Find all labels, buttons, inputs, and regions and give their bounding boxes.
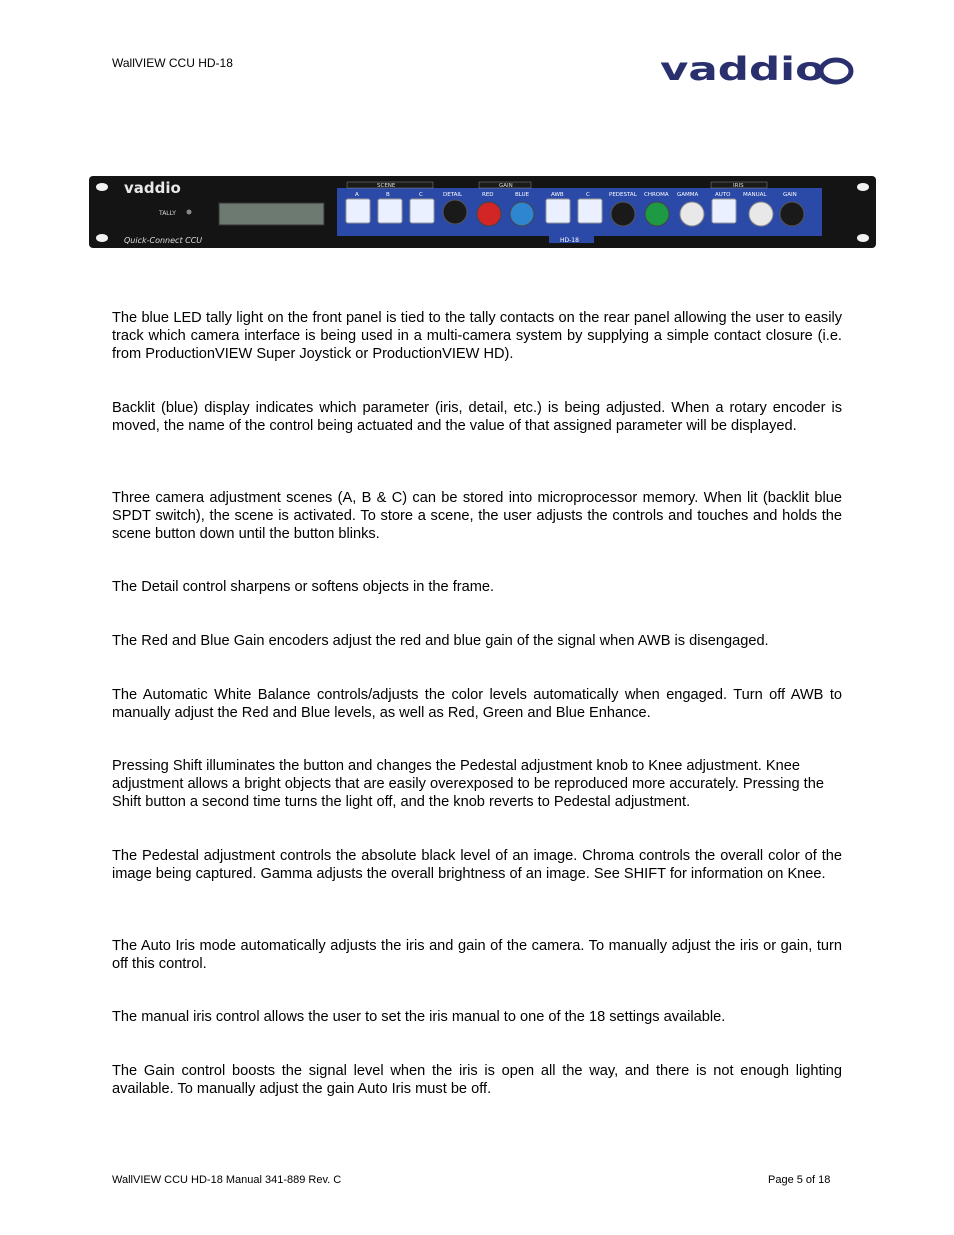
panel-brand: vaddio (124, 179, 181, 197)
page-header-title: WallVIEW CCU HD-18 (112, 56, 233, 70)
label-gain: GAIN (783, 192, 797, 198)
paragraph-red-blue-gain: The Red and Blue Gain encoders adjust the red and blue gain of the signal when AWB is disengaged. (112, 633, 769, 649)
paragraph-scenes: Three camera adjustment scenes (A, B & C) can be stored into microprocessor memory. When lit (backlit blue SPDT switch), the scene is activated. To store a scene, the user adjusts the controls and touches and holds the scene button down until the button blinks. (112, 490, 842, 542)
paragraph-gain: The Gain control boosts the signal level when the iris is open all the way, and there is not enough lighting available. To manually adjust the gain Auto Iris must be off. (112, 1063, 842, 1097)
chroma-knob (645, 202, 669, 226)
model-caption: Quick-Connect CCU (124, 236, 203, 245)
label-detail: DETAIL (443, 192, 463, 198)
c-button (578, 199, 602, 223)
label-red: RED (482, 192, 494, 198)
detail-knob (443, 200, 467, 224)
paragraph-shift: Pressing Shift illuminates the button and changes the Pedestal adjustment knob to Knee adjustment. Knee adjustment allows a bright objects that are easily overexposed to be reproduced more accurately. Pressing the Shift button a second time turns the light off, and the knob reverts to Pedestal adjustment. (112, 758, 824, 810)
vaddio-logo (660, 54, 854, 88)
label-manual: MANUAL (743, 192, 767, 198)
paragraph-detail: The Detail control sharpens or softens objects in the frame. (112, 579, 495, 595)
group-iris: IRIS (733, 183, 744, 189)
paragraph-auto-iris: The Auto Iris mode automatically adjusts the iris and gain of the camera. To manually adjust the iris or gain, turn off this control. (112, 938, 842, 972)
label-chroma: CHROMA (644, 192, 669, 198)
label-pedestal: PEDESTAL (609, 192, 637, 198)
paragraph-display: Backlit (blue) display indicates which parameter (iris, detail, etc.) is being adjusted. When a rotary encoder is moved, the name of the control being actuated and the value of that assigned parameter will be displayed. (112, 400, 842, 434)
logo-text: vaddio (660, 54, 825, 88)
blue-gain-knob (510, 202, 534, 226)
hd18-badge: HD-18 (560, 237, 579, 244)
lcd-display (219, 203, 324, 225)
awb-button (546, 199, 570, 223)
paragraph-manual-iris: The manual iris control allows the user to set the iris manual to one of the 18 settings available. (112, 1009, 726, 1025)
label-awb: AWB (551, 192, 564, 198)
footer-manual-id: WallVIEW CCU HD-18 Manual 341-889 Rev. C (112, 1174, 342, 1186)
group-gain: GAIN (499, 183, 513, 189)
manual-iris-knob (749, 202, 773, 226)
scene-buttons (346, 199, 434, 223)
pedestal-knob (611, 202, 635, 226)
label-c: C (586, 192, 590, 198)
gain-knob (780, 202, 804, 226)
label-blue: BLUE (515, 192, 530, 198)
tally-label: TALLY (159, 210, 176, 217)
label-gamma: GAMMA (677, 192, 699, 198)
gamma-knob (680, 202, 704, 226)
label-scene-a: A (355, 192, 359, 198)
label-scene-b: B (386, 192, 390, 198)
tally-led (187, 210, 192, 215)
ccu-front-panel-photo (89, 176, 876, 248)
paragraph-pedestal-chroma-gamma: The Pedestal adjustment controls the absolute black level of an image. Chroma controls the overall color of the image being captured. Gamma adjusts the overall brightness of an image. See SHIFT for information on Knee. (112, 848, 842, 882)
paragraph-awb: The Automatic White Balance controls/adjusts the color levels automatically when engaged. Turn off AWB to manually adjust the Red and Blue levels, as well as Red, Green and Blue Enhance. (112, 687, 842, 721)
footer-page-number: Page 5 of 18 (768, 1174, 831, 1186)
auto-iris-button (712, 199, 736, 223)
paragraph-tally: The blue LED tally light on the front panel is tied to the tally contacts on the rear panel allowing the user to easily track which camera interface is being used in a multi-camera system by supplying a simple contact closure (i.e. from ProductionVIEW Super Joystick or ProductionVIEW HD). (112, 310, 842, 362)
label-scene-c: C (419, 192, 423, 198)
group-scene: SCENE (377, 183, 396, 189)
red-gain-knob (477, 202, 501, 226)
label-auto: AUTO (715, 192, 731, 198)
